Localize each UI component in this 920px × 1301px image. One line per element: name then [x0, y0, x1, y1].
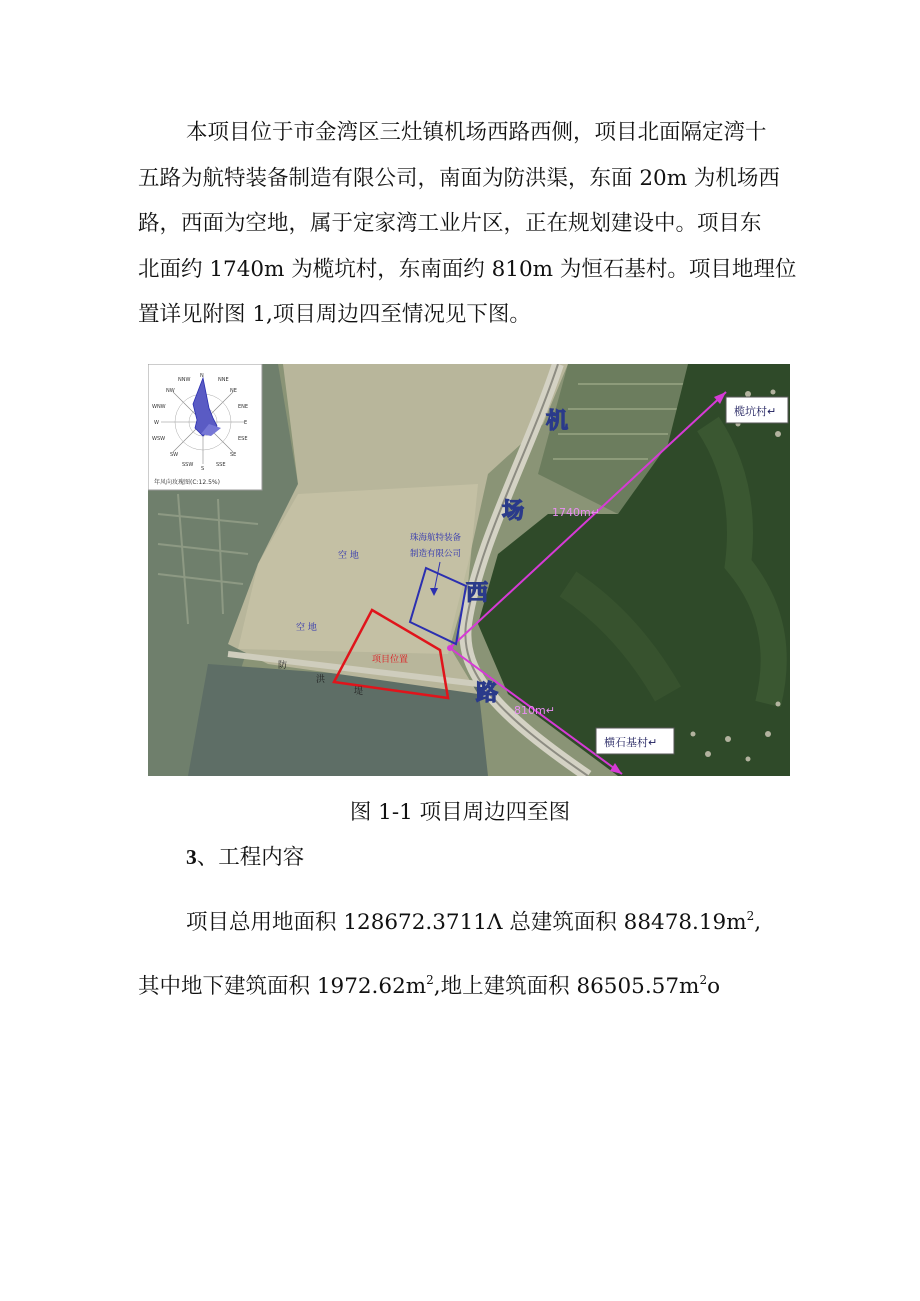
svg-text:WNW: WNW — [152, 404, 166, 410]
svg-text:WSW: WSW — [152, 436, 166, 442]
svg-text:路: 路 — [476, 681, 499, 706]
svg-text:NNW: NNW — [178, 377, 191, 383]
svg-text:E: E — [244, 420, 248, 426]
svg-text:防: 防 — [278, 661, 288, 671]
svg-text:N: N — [200, 373, 204, 379]
section-title: 、工程内容 — [196, 845, 305, 870]
section-heading — [186, 840, 304, 875]
intro-line: 本项目位于市金湾区三灶镇机场西路西侧，项目北面隔定湾十 — [186, 120, 767, 145]
svg-text:NE: NE — [230, 388, 237, 394]
intro-paragraph — [138, 110, 822, 338]
svg-text:S: S — [201, 466, 205, 472]
company-label-2: 制造有限公司 — [410, 549, 462, 559]
svg-text:场: 场 — [502, 499, 525, 524]
figure-caption: 图 1-1 项目周边四至图 — [349, 800, 571, 825]
svg-text:西: 西 — [466, 581, 489, 606]
distance-ne-label: 1740m↵ — [552, 506, 600, 519]
village-ne-label: 榄坑村↵ — [734, 405, 777, 418]
vacant-label-2: 空 地 — [296, 623, 317, 633]
intro-line: 北面约 1740m 为榄坑村，东南面约 810m 为恒石基村。项目地理位 — [138, 256, 797, 282]
svg-text:机: 机 — [546, 409, 569, 434]
content-line-1: 项目总用地面积 128672.3711Λ 总建筑面积 $88478.19m^2$, — [186, 909, 762, 935]
svg-text:NNE: NNE — [218, 377, 229, 383]
distance-se-label: 810m↵ — [514, 704, 555, 717]
vacant-label-1: 空 地 — [338, 551, 359, 561]
svg-text:SW: SW — [170, 452, 179, 458]
section-number: 3 — [186, 845, 197, 869]
svg-text:W: W — [154, 420, 159, 426]
site-surroundings-map — [148, 364, 790, 776]
intro-line: 路，西面为空地，属于定家湾工业片区，正在规划建设中。项目东 — [138, 211, 762, 236]
svg-text:ENE: ENE — [238, 404, 249, 410]
svg-text:堤: 堤 — [354, 687, 364, 697]
wind-rose-caption: 年风向玫瑰图(C:12.5%) — [154, 479, 220, 486]
svg-text:ESE: ESE — [238, 436, 248, 442]
svg-text:NW: NW — [166, 388, 175, 394]
intro-line: 五路为航特装备制造有限公司，南面为防洪渠，东面 20m 为机场西 — [138, 165, 780, 191]
company-label-1: 珠海航特装备 — [410, 533, 462, 543]
svg-text:SSW: SSW — [182, 462, 194, 468]
svg-text:SE: SE — [230, 452, 237, 458]
intro-line: 置详见附图 1,项目周边四至情况见下图。 — [138, 302, 531, 327]
content-line-2: 其中地下建筑面积 $1972.62m^2$,地上建筑面积 $86505.57m^2o$ — [138, 973, 721, 999]
project-label: 项目位置 — [372, 655, 409, 665]
svg-text:洪: 洪 — [316, 675, 326, 685]
village-se-label: 横石基村↵ — [604, 736, 658, 749]
svg-text:SSE: SSE — [216, 462, 226, 468]
